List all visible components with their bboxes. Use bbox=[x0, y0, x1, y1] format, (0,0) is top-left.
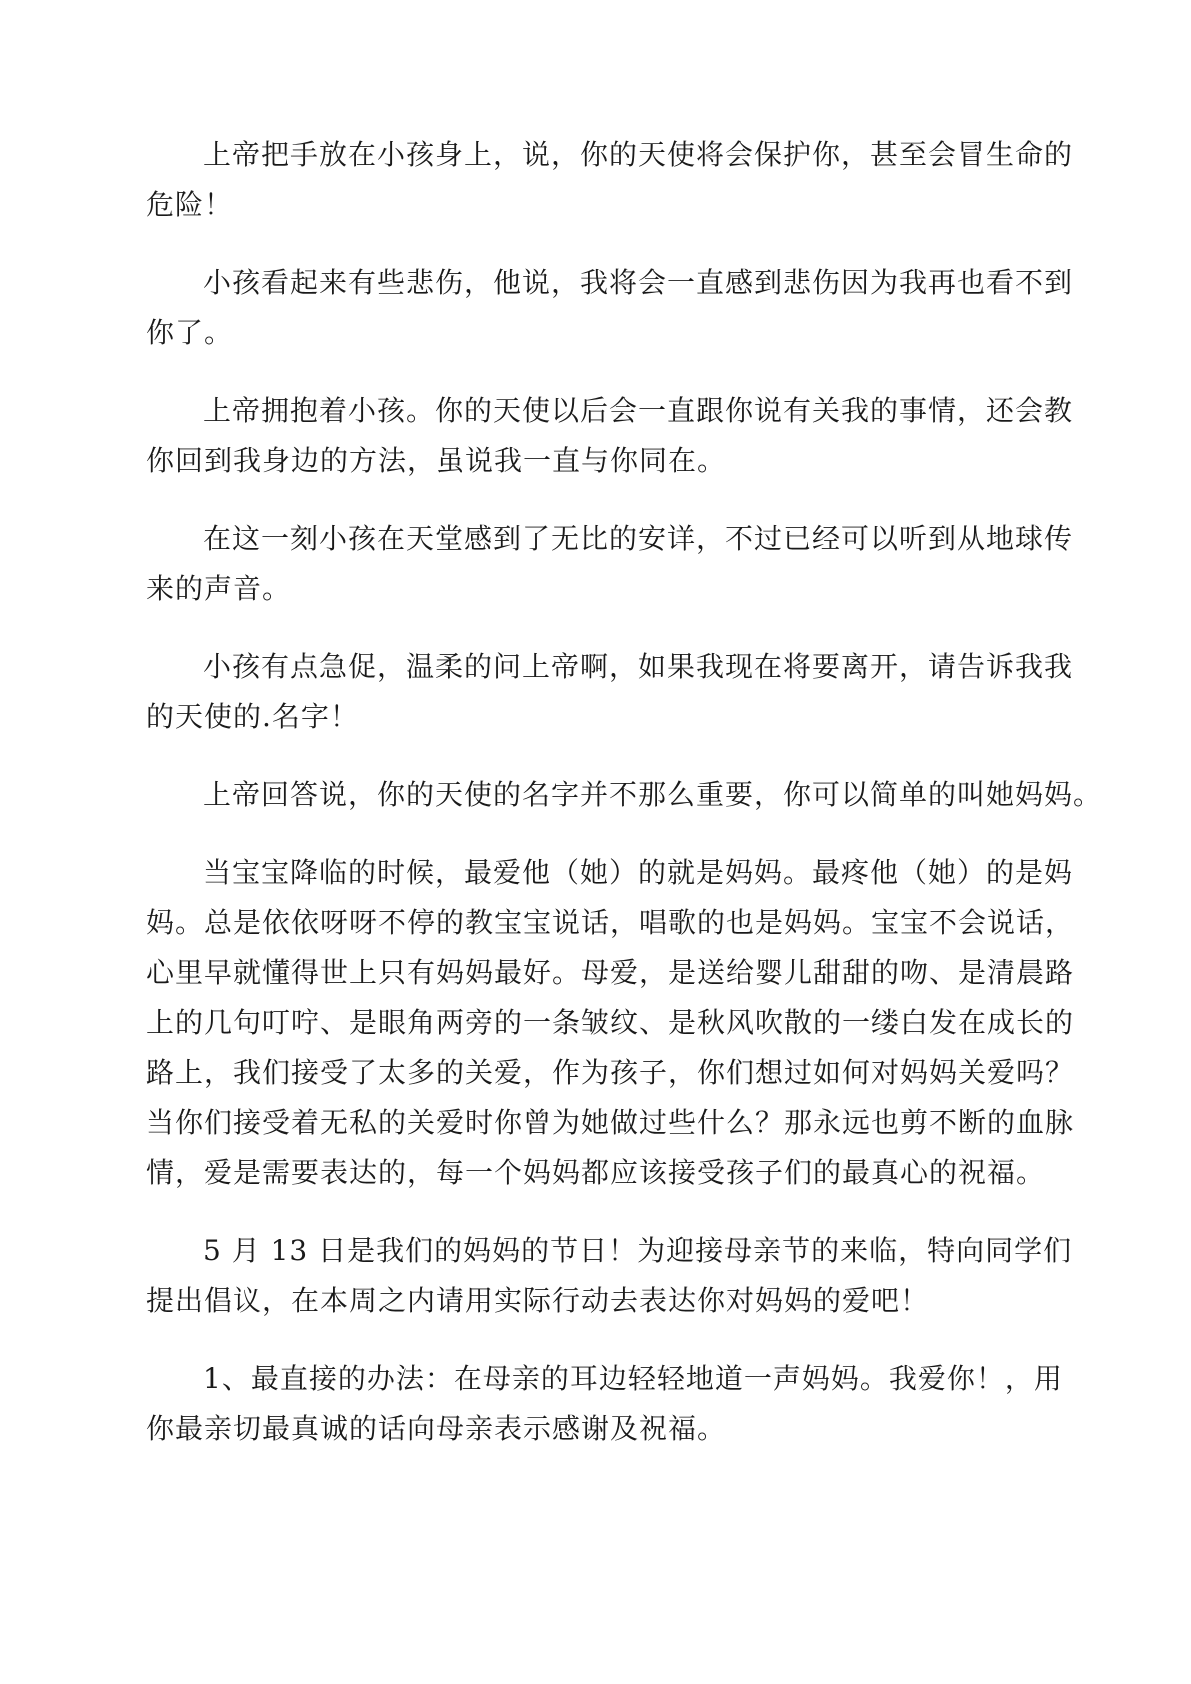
text-line: 你回到我身边的方法，虽说我一直与你同在。 bbox=[146, 444, 727, 477]
paragraph-8 bbox=[146, 1226, 1073, 1326]
paragraph-4 bbox=[146, 514, 1074, 614]
paragraph-7 bbox=[146, 848, 1075, 1198]
paragraph-2 bbox=[146, 258, 1074, 358]
document-body bbox=[146, 130, 1103, 1482]
text-line: 5 月 13 日是我们的妈妈的节日！为迎接母亲节的来临，特向同学们 bbox=[203, 1234, 1073, 1267]
text-line: 上的几句叮咛、是眼角两旁的一条皱纹、是秋风吹散的一缕白发在成长的 bbox=[146, 1006, 1075, 1039]
text-line: 危险！ bbox=[146, 188, 234, 221]
text-line: 当你们接受着无私的关爱时你曾为她做过些什么？那永远也剪不断的血脉 bbox=[146, 1106, 1075, 1139]
text-line: 来的声音。 bbox=[146, 572, 292, 605]
paragraph-1 bbox=[146, 130, 1074, 230]
text-line: 上帝回答说，你的天使的名字并不那么重要，你可以简单的叫她妈妈。 bbox=[203, 778, 1103, 811]
text-line: 1、最直接的办法：在母亲的耳边轻轻地道一声妈妈。我爱你！，用 bbox=[203, 1362, 1063, 1395]
text-line: 小孩看起来有些悲伤，他说，我将会一直感到悲伤因为我再也看不到 bbox=[203, 266, 1074, 299]
text-line: 路上，我们接受了太多的关爱，作为孩子，你们想过如何对妈妈关爱吗？ bbox=[146, 1056, 1075, 1089]
paragraph-6 bbox=[146, 770, 1103, 820]
text-line: 在这一刻小孩在天堂感到了无比的安详，不过已经可以听到从地球传 bbox=[203, 522, 1074, 555]
text-line: 情，爱是需要表达的，每一个妈妈都应该接受孩子们的最真心的祝福。 bbox=[146, 1156, 1046, 1189]
text-line: 的天使的.名字！ bbox=[146, 700, 359, 733]
text-line: 小孩有点急促，温柔的问上帝啊，如果我现在将要离开，请告诉我我 bbox=[203, 650, 1074, 683]
paragraph-9 bbox=[146, 1354, 1063, 1454]
paragraph-5 bbox=[146, 642, 1074, 742]
text-line: 心里早就懂得世上只有妈妈最好。母爱，是送给婴儿甜甜的吻、是清晨路 bbox=[146, 956, 1075, 989]
text-line: 上帝把手放在小孩身上，说，你的天使将会保护你，甚至会冒生命的 bbox=[203, 138, 1074, 171]
text-line: 妈。总是依依呀呀不停的教宝宝说话，唱歌的也是妈妈。宝宝不会说话， bbox=[146, 906, 1075, 939]
paragraph-3 bbox=[146, 386, 1074, 486]
text-line: 你最亲切最真诚的话向母亲表示感谢及祝福。 bbox=[146, 1412, 727, 1445]
text-line: 当宝宝降临的时候，最爱他（她）的就是妈妈。最疼他（她）的是妈 bbox=[203, 856, 1074, 889]
text-line: 提出倡议，在本周之内请用实际行动去表达你对妈妈的爱吧！ bbox=[146, 1284, 930, 1317]
text-line: 你了。 bbox=[146, 316, 234, 349]
text-line: 上帝拥抱着小孩。你的天使以后会一直跟你说有关我的事情，还会教 bbox=[203, 394, 1074, 427]
